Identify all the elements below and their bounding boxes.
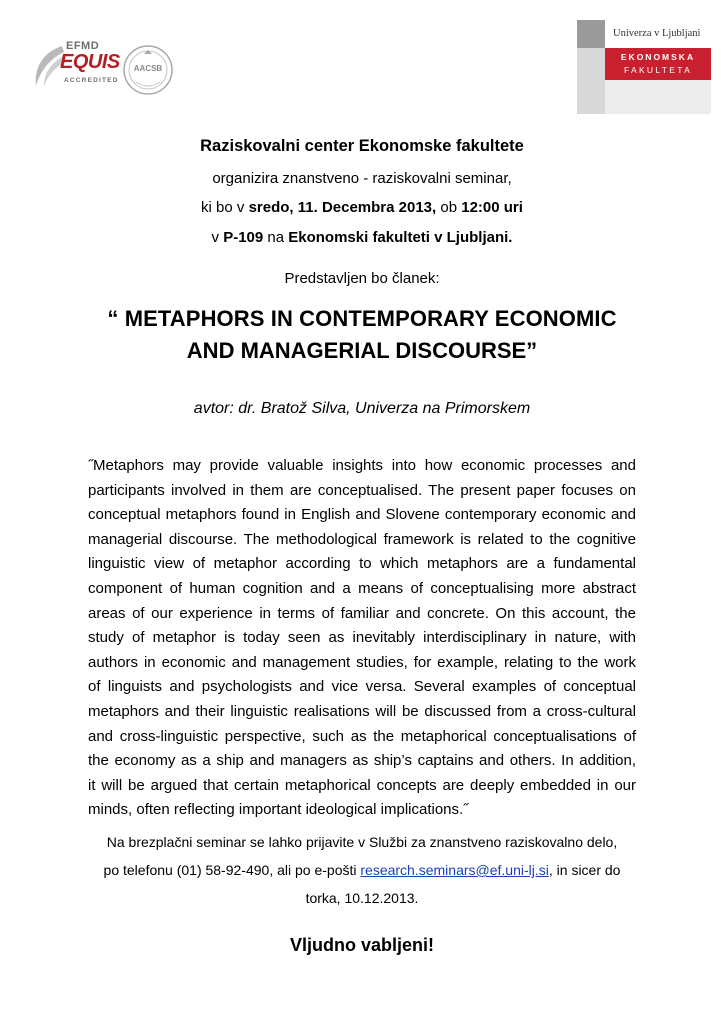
accreditation-logos: [30, 38, 180, 108]
abstract-line: metaphors and their linguistic realisations will be discussed from a cross-cultural: [88, 702, 636, 720]
abstract-line: areas of our experience in terms of familiar and concrete. On this account, the: [88, 604, 636, 622]
accredited-label: ACCREDITED: [64, 77, 119, 84]
equis-label: EQUIS: [60, 51, 120, 73]
place-prefix: na: [263, 229, 289, 246]
faculty-name-line1: EKONOMSKA: [620, 52, 696, 62]
abstract-line: component of human cognition and a means of conceptualising more abstract: [88, 579, 636, 597]
time-prefix: ob: [436, 199, 462, 216]
date-prefix: ki bo v: [201, 199, 249, 216]
registration-deadline-text: , in sicer do: [548, 862, 621, 878]
faculty-name-line2: FAKULTETA: [623, 65, 693, 75]
aacsb-label: AACSB: [133, 64, 163, 73]
abstract-line: minds, often reflecting important ideological implications.˝: [88, 801, 469, 819]
abstract-line: participants involved in them are conceptualised. The present paper focuses on: [88, 481, 636, 499]
seminar-time: 12:00 uri: [461, 199, 523, 216]
registration-line1: Na brezplačni seminar se lahko prijavite v Službi za znanstveno raziskovalno delo,: [106, 834, 618, 850]
room-prefix: v: [211, 229, 224, 246]
abstract-line: of linguists and psychologists and vice versa. Several examples of conceptual: [88, 678, 636, 696]
seminar-room: P-109: [223, 229, 264, 246]
registration-deadline-date: torka, 10.12.2013.: [305, 890, 419, 906]
ef-logo-red-block: [605, 48, 711, 80]
closing-invitation: Vljudno vabljeni!: [289, 935, 434, 955]
abstract-line: authors in economic and management studies, for example, relating to the work: [88, 653, 636, 671]
abstract-line: conceptual metaphors found in English and Slovene contemporary economic and: [88, 506, 636, 524]
ef-faculty-logo: [577, 20, 711, 114]
aacsb-logo: [122, 44, 174, 96]
abstract-line: study of metaphor is today seen as inevitably interdisciplinary in nature, with: [88, 629, 636, 647]
ef-logo-gray-block: [577, 20, 605, 48]
efmd-equis-logo: [30, 38, 120, 102]
paper-intro: Predstavljen bo članek:: [284, 270, 440, 287]
ef-logo-light-block: [605, 80, 711, 114]
abstract-line: linguistic view of metaphor according to which metaphors are a fundamental: [88, 555, 636, 573]
paper-title-line1: “ METAPHORS IN CONTEMPORARY ECONOMIC: [107, 306, 617, 331]
paper-abstract: [88, 454, 636, 823]
seminar-date: sredo, 11. Decembra 2013,: [248, 199, 437, 216]
abstract-line: and cross-linguistic perspective, such as the metaphorical conceptualisations of: [88, 727, 636, 745]
abstract-line: managerial discourse. The methodological framework is related to the cognitive: [88, 530, 636, 548]
registration-email-link[interactable]: research.seminars@ef.uni-lj.si: [360, 862, 549, 878]
paper-author: avtor: dr. Bratož Silva, Univerza na Primorskem: [193, 400, 531, 417]
abstract-line: ˝Metaphors may provide valuable insights into how economic processes and: [88, 457, 636, 474]
university-name: Univerza v Ljubljani: [613, 28, 701, 39]
abstract-line: the economy as a ship and managers as ship’s captains and others. In addition,: [88, 752, 636, 770]
seminar-description: organizira znanstveno - raziskovalni seminar,: [212, 170, 512, 187]
seminar-date-line: [0, 199, 724, 216]
efmd-label: EFMD: [66, 40, 100, 52]
ef-logo-gray-strip: [577, 48, 605, 114]
seminar-location-line: [0, 229, 724, 246]
organizer-heading: Raziskovalni center Ekonomske fakultete: [200, 137, 524, 155]
registration-phone-text: po telefonu (01) 58-92-490, ali po e-pošti: [103, 862, 361, 878]
paper-title-line2: AND MANAGERIAL DISCOURSE”: [186, 338, 538, 363]
abstract-line: it will be argued that certain metaphorical concepts are deeply embedded in our: [88, 776, 636, 794]
seminar-place: Ekonomski fakulteti v Ljubljani.: [288, 229, 513, 246]
registration-line2: [0, 862, 724, 878]
